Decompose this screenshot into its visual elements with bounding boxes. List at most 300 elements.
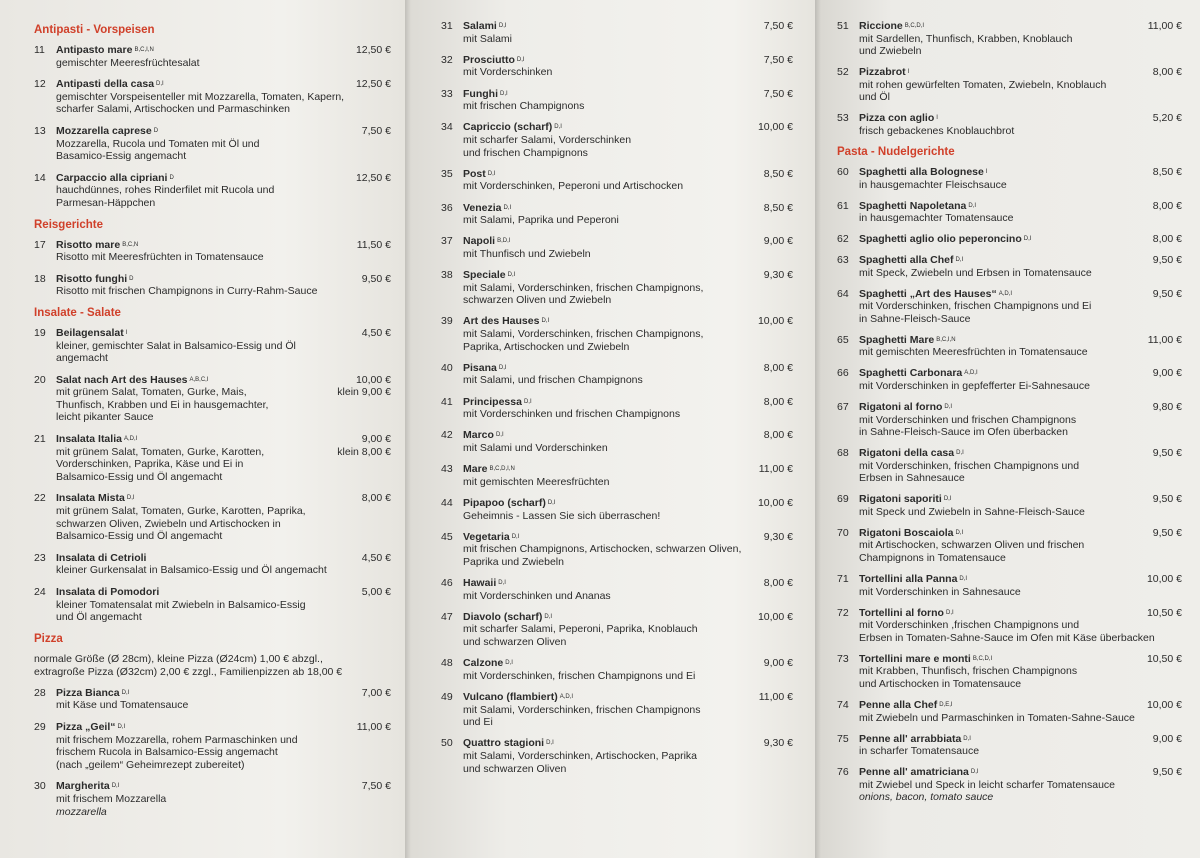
- item-price: 7,50 €: [361, 780, 391, 793]
- item-price: 9,50 €: [1152, 493, 1182, 506]
- item-price: 8,50 €: [763, 167, 793, 180]
- item-description: frisch gebackenes Knoblauchbrot: [859, 124, 1015, 137]
- item-number: 11: [34, 44, 45, 56]
- item-description: gemischter Meeresfrüchtesalat: [56, 56, 200, 69]
- item-description: und Öl angemacht: [56, 611, 142, 624]
- allergen-codes: I: [907, 69, 910, 76]
- allergen-codes: B,C,I,N: [936, 336, 956, 343]
- item-number: 76: [837, 766, 849, 779]
- allergen-codes: D,I: [970, 769, 979, 776]
- item-description: mit Krabben, Thunfisch, frischen Champignons: [859, 665, 1078, 678]
- item-price: 9,50 €: [1152, 287, 1182, 300]
- menu-item: [34, 586, 391, 624]
- menu-item: [441, 20, 793, 45]
- item-name: Pizzabrot: [859, 66, 906, 79]
- item-description: kleiner, gemischter Salat in Balsamico-Essig und Öl: [56, 339, 296, 352]
- item-description: mit Salami, Vorderschinken, frischen Champignons: [463, 703, 701, 716]
- item-description: mit Salami: [463, 32, 513, 45]
- menu-item: [837, 766, 1182, 804]
- item-number: 73: [837, 652, 849, 665]
- menu-item: [837, 334, 1182, 359]
- item-price: 8,00 €: [763, 577, 793, 590]
- item-price: 8,00 €: [361, 492, 391, 505]
- allergen-codes: B,C,N: [122, 241, 139, 248]
- item-name: Mozzarella caprese: [56, 124, 152, 137]
- menu-item-head: [837, 233, 1182, 246]
- item-name: Art des Hauses: [463, 315, 540, 328]
- allergen-codes: D,I: [544, 613, 553, 620]
- menu-item-head: [441, 531, 793, 544]
- allergen-codes: D,I: [516, 56, 525, 63]
- menu-item-head: [34, 433, 391, 446]
- menu-item: [441, 168, 793, 193]
- item-price: 10,00 €: [757, 496, 793, 509]
- menu-item-head: [441, 20, 793, 33]
- menu-item-head: [34, 78, 391, 91]
- menu-item-head: [34, 586, 391, 599]
- fold-shadow: [815, 0, 821, 858]
- item-price: 9,30 €: [763, 737, 793, 750]
- allergen-codes: D,I: [505, 660, 513, 667]
- item-number: 17: [34, 238, 46, 251]
- menu-item: [441, 235, 793, 260]
- menu-item: [837, 527, 1182, 565]
- menu-item: [34, 172, 391, 210]
- item-description: Erbsen in Tomaten-Sahne-Sauce im Ofen mit Käse überbacken: [859, 631, 1155, 644]
- item-number: 32: [441, 53, 453, 66]
- item-description: mit Vorderschinken und frischen Champignons: [463, 408, 681, 421]
- item-description: mit Vorderschinken, Peperoni und Artischocken: [463, 180, 684, 193]
- allergen-codes: D: [129, 275, 134, 282]
- item-number: 49: [441, 691, 453, 704]
- menu-item: [34, 492, 391, 542]
- item-name: Penne all' amatriciana: [859, 766, 969, 779]
- item-number: 23: [34, 551, 46, 564]
- menu-item-head: [441, 202, 793, 215]
- item-price: 11,00 €: [1147, 333, 1182, 346]
- item-description: und Artischocken in Tomatensauce: [859, 678, 1022, 690]
- item-price: 10,00 €: [757, 610, 793, 623]
- allergen-codes: D,I: [507, 272, 516, 279]
- item-number: 67: [837, 400, 849, 413]
- item-number: 62: [837, 233, 849, 246]
- item-name: Capriccio (scharf): [463, 121, 553, 134]
- item-name: Venezia: [463, 201, 502, 214]
- menu-item: [441, 657, 793, 682]
- menu-item: [837, 112, 1182, 137]
- allergen-codes: D,I: [487, 170, 496, 177]
- item-name: Risotto mare: [56, 238, 121, 251]
- menu-item-head: [441, 168, 793, 181]
- allergen-codes: D,I: [156, 81, 164, 88]
- item-number: 47: [441, 610, 453, 623]
- item-price: 9,30 €: [763, 269, 793, 282]
- allergen-codes: D,I: [956, 450, 964, 457]
- allergen-codes: D,I: [498, 364, 507, 371]
- item-name: Antipasto mare: [56, 44, 133, 56]
- menu-item-head: [441, 577, 793, 590]
- menu-item: [441, 737, 793, 775]
- menu-item-head: [441, 657, 793, 670]
- allergen-codes: D: [153, 127, 159, 134]
- item-price: 10,50 €: [1146, 652, 1182, 665]
- item-price: 10,50 €: [1146, 606, 1182, 619]
- item-description: mit Speck, Zwiebeln und Erbsen in Tomatensauce: [859, 266, 1092, 279]
- item-description: mit frischem Mozzarella: [56, 792, 167, 805]
- allergen-codes: B,C,D,I,N: [489, 466, 515, 473]
- item-description: kleiner Gurkensalat in Balsamico-Essig und Öl angemacht: [56, 564, 327, 577]
- item-number: 53: [837, 112, 849, 125]
- item-price: 5,20 €: [1152, 112, 1182, 125]
- item-translation: onions, bacon, tomato sauce: [859, 791, 994, 804]
- item-number: 44: [441, 496, 453, 509]
- item-name: Spaghetti „Art des Hauses“: [859, 287, 997, 300]
- allergen-codes: D,I: [126, 495, 135, 502]
- item-description: in scharfer Tomatensauce: [859, 745, 980, 758]
- item-name: Napoli: [463, 235, 496, 248]
- allergen-codes: D,I: [541, 318, 550, 325]
- item-description: mit frischem Mozzarella, rohem Parmaschinken und: [56, 733, 298, 746]
- menu-item: [34, 44, 391, 69]
- item-number: 19: [34, 326, 46, 339]
- item-description: mit Salami, Vorderschinken, Artischocken, Paprika: [463, 750, 698, 762]
- menu-item-head: [837, 200, 1182, 213]
- allergen-codes: I: [125, 329, 128, 336]
- item-number: 21: [34, 433, 46, 446]
- item-number: 31: [441, 20, 453, 32]
- item-description: mit Salami, Vorderschinken, frischen Champignons,: [463, 328, 704, 341]
- menu-item-head: [441, 429, 793, 442]
- item-description: Risotto mit frischen Champignons in Curry-Rahm-Sauce: [56, 285, 318, 298]
- item-description: und schwarzen Oliven: [463, 762, 567, 775]
- menu-item-head: [837, 334, 1182, 347]
- item-number: 12: [34, 78, 46, 91]
- item-number: 30: [34, 780, 46, 793]
- allergen-codes: D,I: [945, 609, 954, 616]
- item-price: 12,50 €: [355, 171, 391, 184]
- item-price: 9,00 €: [763, 657, 793, 670]
- allergen-codes: D,I: [498, 580, 506, 587]
- item-description: mit Vorderschinken: [463, 66, 553, 79]
- item-description: Balsamico-Essig und Öl angemacht: [56, 470, 223, 483]
- menu-item: [34, 552, 391, 577]
- item-description: Balsamico-Essig und Öl angemacht: [56, 530, 223, 543]
- allergen-codes: D,I: [546, 740, 554, 747]
- item-description: Erbsen in Sahnesauce: [859, 472, 965, 485]
- menu-item-head: [837, 401, 1182, 414]
- menu-item: [441, 88, 793, 113]
- item-number: 34: [441, 121, 453, 134]
- allergen-codes: B,C,I,N: [134, 47, 154, 53]
- item-number: 39: [441, 315, 453, 328]
- item-price: 9,50 €: [1152, 766, 1182, 779]
- item-number: 28: [34, 686, 46, 699]
- menu-item-head: [837, 607, 1182, 620]
- item-name: Marco: [463, 429, 494, 442]
- item-description: mit rohen gewürfelten Tomaten, Zwiebeln, Knoblauch: [859, 78, 1107, 91]
- menu-item-head: [441, 121, 793, 134]
- menu-item: [441, 531, 793, 569]
- menu-item: [34, 721, 391, 771]
- item-price: 11,00 €: [758, 463, 793, 476]
- allergen-codes: B,C,D,I: [904, 23, 925, 29]
- menu-item: [837, 653, 1182, 691]
- menu-item-head: [837, 653, 1182, 666]
- item-name: Funghi: [463, 87, 498, 100]
- menu-item-head: [34, 721, 391, 734]
- item-number: 20: [34, 373, 46, 386]
- item-price: 10,00 €: [757, 121, 793, 134]
- menu-item-head: [34, 687, 391, 700]
- item-name: Hawaii: [463, 577, 497, 590]
- item-description: hauchdünnes, rohes Rinderfilet mit Rucola und: [56, 184, 275, 197]
- item-name: Antipasti della casa: [56, 78, 155, 91]
- item-name: Insalata Mista: [56, 492, 125, 505]
- menu-item: [441, 202, 793, 227]
- item-number: 42: [441, 429, 453, 442]
- item-description: und schwarzen Oliven: [463, 636, 567, 649]
- item-description: mit Artischocken, schwarzen Oliven und frischen: [859, 539, 1085, 552]
- item-price: 5,00 €: [361, 586, 391, 598]
- item-description: Paprika und Zwiebeln: [463, 555, 564, 568]
- item-price: 9,00 €: [1152, 732, 1182, 745]
- item-number: 40: [441, 361, 453, 374]
- item-number: 13: [34, 124, 46, 137]
- menu-item-head: [837, 254, 1182, 267]
- item-number: 64: [837, 287, 849, 300]
- item-price-small: klein 8,00 €: [337, 445, 391, 458]
- item-description: mit Salami, Vorderschinken, frischen Champignons,: [463, 281, 704, 294]
- item-description: Parmesan-Häppchen: [56, 196, 156, 209]
- item-number: 71: [837, 573, 849, 586]
- menu-item-head: [34, 552, 391, 565]
- allergen-codes: D,I: [955, 257, 964, 264]
- item-number: 63: [837, 254, 849, 267]
- menu-item: [837, 573, 1182, 598]
- item-price: 12,50 €: [355, 44, 391, 56]
- item-description: in hausgemachter Tomatensauce: [859, 212, 1014, 225]
- item-name: Pizza „Geil“: [56, 720, 116, 733]
- menu-item: [441, 497, 793, 522]
- menu-item: [34, 125, 391, 163]
- item-price: 8,50 €: [1152, 165, 1182, 178]
- menu-item-head: [837, 699, 1182, 712]
- item-name: Spaghetti alla Bolognese: [859, 165, 984, 178]
- item-price: 11,50 €: [356, 238, 391, 251]
- menu-item: [837, 401, 1182, 439]
- item-price: 9,00 €: [1152, 367, 1182, 380]
- menu-item: [837, 166, 1182, 191]
- item-name: Tortellini al forno: [859, 606, 944, 619]
- item-name: Insalata Italia: [56, 433, 122, 446]
- item-name: Tortellini alla Panna: [859, 573, 958, 586]
- menu-item: [441, 463, 793, 488]
- menu-item-head: [837, 573, 1182, 586]
- item-name: Principessa: [463, 395, 522, 408]
- allergen-codes: D,I: [503, 204, 512, 211]
- section-title: Reisgerichte: [34, 218, 104, 231]
- item-description: mit Vorderschinken, frischen Champignons und Ei: [859, 300, 1092, 313]
- allergen-codes: D,I: [1023, 236, 1032, 243]
- allergen-codes: D,I: [523, 398, 532, 405]
- item-description: und Ei: [463, 716, 493, 729]
- menu-column-3: [815, 0, 1200, 858]
- menu-item-head: [837, 493, 1182, 506]
- item-name: Salami: [463, 20, 497, 32]
- item-number: 66: [837, 367, 849, 380]
- menu-item: [441, 396, 793, 421]
- item-number: 22: [34, 492, 46, 505]
- item-name: Spaghetti Carbonara: [859, 367, 963, 380]
- item-number: 51: [837, 20, 849, 32]
- item-number: 36: [441, 201, 453, 214]
- allergen-codes: A,D,I: [964, 370, 978, 377]
- item-description: mit Vorderschinken ,frischen Champignons und: [859, 619, 1080, 632]
- item-description: mit Thunfisch und Zwiebeln: [463, 247, 591, 260]
- menu-item: [441, 611, 793, 649]
- menu-item: [441, 577, 793, 602]
- item-number: 52: [837, 66, 849, 79]
- item-number: 74: [837, 698, 849, 711]
- item-name: Penne alla Chef: [859, 698, 938, 711]
- item-price: 7,50 €: [361, 124, 391, 137]
- menu-item-head: [441, 497, 793, 510]
- menu-item-head: [441, 88, 793, 101]
- item-name: Vegetaria: [463, 530, 510, 543]
- item-description: mit Vorderschinken in Sahnesauce: [859, 585, 1021, 598]
- item-description: mit Zwiebel und Speck in leicht scharfer Tomatensauce: [859, 778, 1116, 791]
- item-price: 10,00 €: [757, 315, 793, 328]
- menu-item-head: [837, 367, 1182, 380]
- item-name: Pizza Bianca: [56, 686, 120, 699]
- item-price: 12,50 €: [355, 78, 391, 91]
- menu-item: [441, 269, 793, 307]
- item-description: mit scharfer Salami, Vorderschinken: [463, 133, 632, 146]
- menu-item: [441, 429, 793, 454]
- item-name: Prosciutto: [463, 53, 515, 66]
- item-description: mit Salami, und frischen Champignons: [463, 374, 643, 387]
- item-name: Riccione: [859, 20, 903, 32]
- item-description: Risotto mit Meeresfrüchten in Tomatensauce: [56, 251, 264, 264]
- menu-item: [837, 254, 1182, 279]
- item-name: Beilagensalat: [56, 326, 124, 339]
- item-description: in hausgemachter Fleischsauce: [859, 178, 1007, 191]
- menu-item-head: [837, 166, 1182, 179]
- allergen-codes: D,I: [121, 689, 130, 696]
- pizza-size-note: [34, 653, 391, 679]
- item-number: 38: [441, 269, 453, 282]
- menu-item-head: [837, 66, 1182, 79]
- item-number: 33: [441, 87, 453, 100]
- allergen-codes: A,B,C,I: [189, 376, 209, 383]
- allergen-codes: D,I: [955, 529, 964, 536]
- item-price: 9,00 €: [361, 433, 391, 446]
- item-price: 4,50 €: [361, 326, 391, 339]
- menu-item-head: [441, 362, 793, 375]
- item-name: Penne all' arrabbiata: [859, 732, 962, 745]
- section-title: Pizza: [34, 632, 63, 645]
- menu-item: [34, 433, 391, 483]
- item-price: 8,50 €: [763, 201, 793, 214]
- menu-item: [837, 699, 1182, 724]
- item-number: 14: [34, 171, 46, 184]
- item-description: mit Vorderschinken und Ananas: [463, 589, 611, 602]
- item-price: 9,50 €: [1152, 254, 1182, 267]
- item-price: 9,50 €: [1152, 526, 1182, 539]
- item-price: 9,30 €: [763, 530, 793, 543]
- menu-item: [34, 78, 391, 116]
- item-description: Paprika, Artischocken und Zwiebeln: [463, 340, 630, 353]
- menu-item-head: [34, 273, 391, 286]
- menu-item: [441, 315, 793, 353]
- item-description: mit Vorderschinken, frischen Champignons und: [859, 459, 1080, 472]
- menu-item-head: [837, 447, 1182, 460]
- item-price: 8,00 €: [763, 429, 793, 442]
- menu-item: [837, 447, 1182, 485]
- item-description: mit scharfer Salami, Peperoni, Paprika, Knoblauch: [463, 623, 698, 636]
- item-number: 61: [837, 199, 849, 212]
- menu-item: [441, 54, 793, 79]
- item-description: mit Vorderschinken, frischen Champignons und Ei: [463, 669, 696, 682]
- menu-item-head: [34, 239, 391, 252]
- menu-item-head: [837, 527, 1182, 540]
- menu-item-head: [441, 463, 793, 476]
- item-name: Spaghetti Mare: [859, 333, 935, 346]
- allergen-codes: D,I: [968, 202, 977, 209]
- item-number: 70: [837, 526, 849, 539]
- item-name: Rigatoni Boscaiola: [859, 526, 954, 539]
- menu-item: [837, 733, 1182, 758]
- menu-item-head: [34, 492, 391, 505]
- menu-item: [837, 200, 1182, 225]
- menu-item: [837, 288, 1182, 326]
- item-number: 37: [441, 235, 453, 248]
- item-description: und Öl: [859, 91, 890, 104]
- item-price: 4,50 €: [361, 551, 391, 564]
- allergen-codes: I: [985, 168, 988, 175]
- item-price: 10,00 €: [1146, 698, 1182, 711]
- item-price: 7,00 €: [361, 686, 391, 699]
- item-description: mit Vorderschinken und frischen Champignons: [859, 413, 1077, 426]
- menu-item-head: [441, 54, 793, 67]
- menu-item-head: [441, 737, 793, 750]
- item-number: 65: [837, 333, 849, 346]
- allergen-codes: D,E,I: [939, 701, 953, 708]
- menu-column-2: [405, 0, 815, 858]
- item-name: Spaghetti alla Chef: [859, 254, 954, 267]
- item-number: 48: [441, 657, 453, 670]
- item-price-small: klein 9,00 €: [337, 386, 391, 399]
- item-price: 9,00 €: [763, 235, 793, 248]
- item-number: 50: [441, 737, 453, 750]
- menu-item: [34, 687, 391, 712]
- item-description: frischem Rucola in Balsamico-Essig angemacht: [56, 746, 278, 759]
- item-translation: mozzarella: [56, 805, 107, 818]
- item-number: 72: [837, 606, 849, 619]
- item-number: 60: [837, 165, 849, 178]
- allergen-codes: I: [936, 115, 938, 122]
- item-description: mit grünem Salat, Tomaten, Gurke, Karotten, Paprika,: [56, 505, 306, 518]
- menu-item-head: [441, 396, 793, 409]
- menu-item-head: [34, 44, 391, 57]
- item-description: Thunfisch, Krabben und Ei in hausgemachter,: [56, 398, 269, 411]
- item-description: angemacht: [56, 352, 108, 365]
- menu-item: [837, 607, 1182, 645]
- item-price: 9,50 €: [361, 272, 391, 285]
- item-number: 18: [34, 272, 46, 285]
- item-price: 7,50 €: [763, 53, 793, 66]
- item-name: Spaghetti aglio olio peperoncino: [859, 233, 1022, 246]
